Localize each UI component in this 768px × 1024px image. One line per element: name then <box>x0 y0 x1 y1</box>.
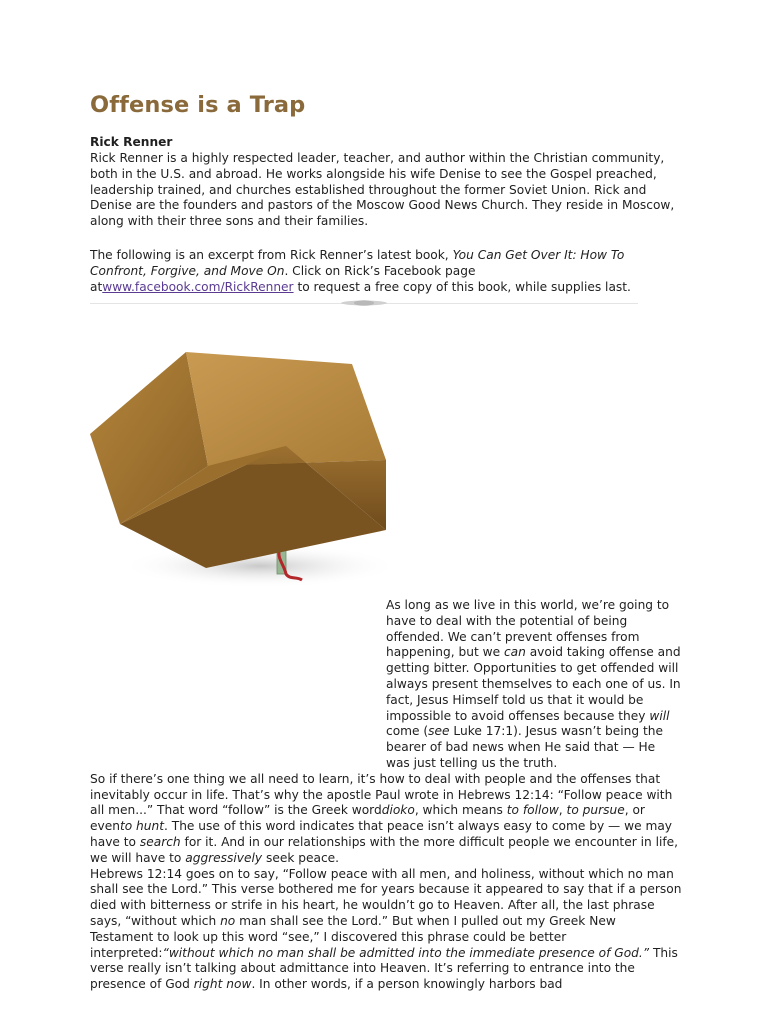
article-body <box>90 598 682 993</box>
divider-ornament-icon <box>340 300 388 306</box>
paragraph-2: So if there’s one thing we all need to learn, it’s how to deal with people and the offenses that inevitably occur in life. That’s why the apostle Paul wrote in Hebrews 12:14: “Follow peace with all men...” That word “follow” is the Greek worddioko, which means to follow, to pursue, or evento hunt. The use of this word indicates that peace isn’t always easy to come by — we may have to search for it. And in our relationships with the more difficult people we encounter in life, we will have to aggressively seek peace. <box>90 771 679 865</box>
facebook-link[interactable]: www.facebook.com/RickRenner <box>102 279 294 294</box>
article-title: Offense is a Trap <box>90 92 306 118</box>
ornamental-divider <box>90 300 638 306</box>
paragraph-1: As long as we live in this world, we’re going to have to deal with the potential of being offended. We can’t prevent offenses from happening, but we can avoid taking offense and getting bitter. Opportunities to get offended will always present themselves to each one of us. In fact, Jesus Himself told us that it would be impossible to avoid offenses because they will come (see Luke 17:1). Jesus wasn’t being the bearer of bad news when He said that — He was just telling us the truth. <box>386 598 681 770</box>
author-name: Rick Renner <box>90 135 173 149</box>
excerpt-note: The following is an excerpt from Rick Renner’s latest book, You Can Get Over It: How To Confront, Forgive, and Move On. Click on Rick’s Facebook page atwww.facebook.com/RickRenner to request a free copy of this book, while supplies last. <box>90 248 631 294</box>
box-trap-image <box>90 328 390 598</box>
book-title: You Can Get Over It: How To Confront, Forgive, and Move On <box>90 248 625 278</box>
paragraph-3: Hebrews 12:14 goes on to say, “Follow peace with all men, and holiness, without which no man shall see the Lord.” This verse bothered me for years because it appeared to say that if a person died with bitterness or strife in his heart, he wouldn’t go to Heaven. After all, the last phrase says, “without which no man shall see the Lord.” But when I pulled out my Greek New Testament to look up this word “see,” I discovered this phrase could be better interpreted:“without which no man shall be admitted into the immediate presence of God.” This verse really isn’t talking about admittance into Heaven. It’s referring to entrance into the presence of God right now. In other words, if a person knowingly harbors bad <box>90 866 682 992</box>
box-trap-illustration <box>90 328 390 598</box>
author-bio: Rick Renner is a highly respected leader, teacher, and author within the Christian community, both in the U.S. and abroad. He works alongside his wife Denise to see the Gospel preached, leadership trained, and churches established throughout the former Soviet Union. Rick and Denise are the founders and pastors of the Moscow Good News Church. They reside in Moscow, along with their three sons and their families. <box>90 151 675 229</box>
